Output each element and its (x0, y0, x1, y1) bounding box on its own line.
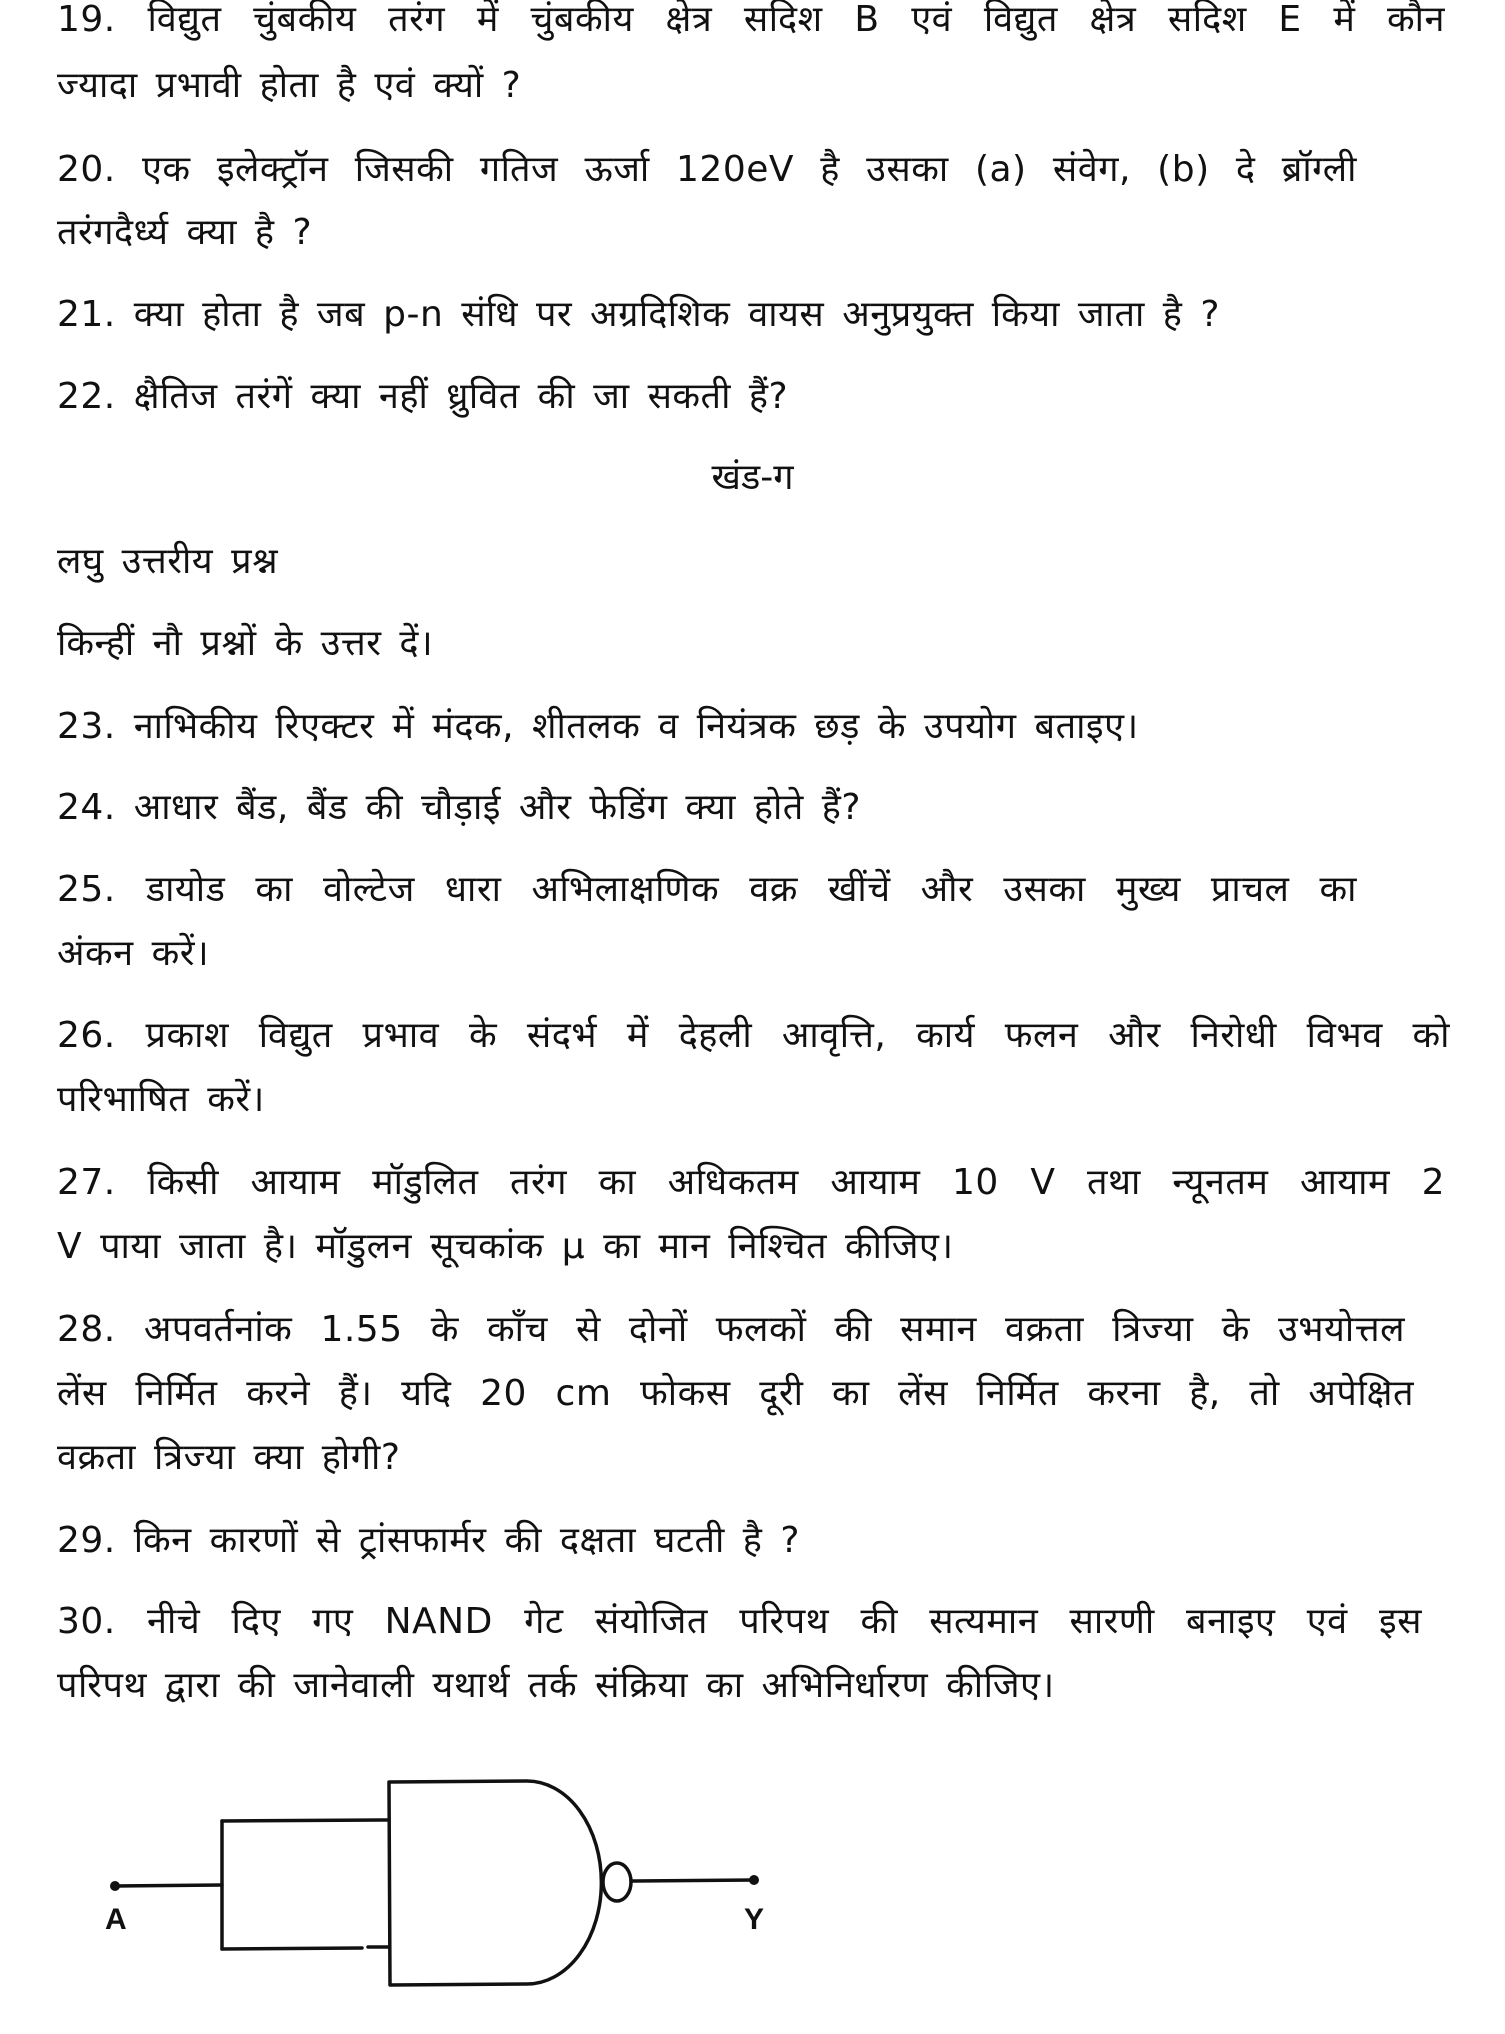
question-27-line-2: V पाया जाता है। मॉडुलन सूचकांक μ का मान निश्चित कीजिए। (57, 1226, 954, 1267)
input-label-a: A (105, 1903, 127, 1936)
input-upper-wire (222, 1820, 389, 1821)
question-20-line-1: 20. एक इलेक्ट्रॉन जिसकी गतिज ऊर्जा 120eV है उसका (a) संवेग, (b) दे ब्रॉग्ली (57, 149, 1357, 190)
question-22: 22. क्षैतिज तरंगें क्या नहीं ध्रुवित की जा सकती हैं? (57, 376, 789, 417)
question-30-line-2: परिपथ द्वारा की जानेवाली यथार्थ तर्क संक्रिया का अभिनिर्धारण कीजिए। (57, 1665, 1055, 1706)
question-19-line-2: ज्यादा प्रभावी होता है एवं क्यों ? (57, 65, 522, 106)
input-terminal-dot (110, 1881, 120, 1891)
inversion-bubble (603, 1863, 631, 1901)
question-28-line-1: 28. अपवर्तनांक 1.55 के काँच से दोनों फलकों की समान वक्रता त्रिज्या के उभयोत्तल (57, 1309, 1405, 1350)
question-26-line-2: परिभाषित करें। (57, 1079, 265, 1120)
question-28-line-3: वक्रता त्रिज्या क्या होगी? (57, 1437, 401, 1478)
section-instruction: किन्हीं नौ प्रश्नों के उत्तर दें। (57, 623, 434, 664)
question-30-line-1: 30. नीचे दिए गए NAND गेट संयोजित परिपथ की सत्यमान सारणी बनाइए एवं इस (57, 1601, 1422, 1642)
output-wire (631, 1880, 754, 1881)
question-19-line-1: 19. विद्युत चुंबकीय तरंग में चुंबकीय क्षेत्र सदिश B एवं विद्युत क्षेत्र सदिश E में कौन (57, 0, 1445, 40)
question-25-line-2: अंकन करें। (57, 933, 210, 974)
question-24: 24. आधार बैंड, बैंड की चौड़ाई और फेडिंग क्या होते हैं? (57, 787, 861, 828)
section-title: खंड-ग (711, 457, 794, 498)
question-29: 29. किन कारणों से ट्रांसफार्मर की दक्षता घटती है ? (57, 1520, 800, 1561)
output-label-y: Y (744, 1903, 765, 1936)
question-23: 23. नाभिकीय रिएक्टर में मंदक, शीतलक व नियंत्रक छड़ के उपयोग बताइए। (57, 706, 1139, 747)
question-26-line-1: 26. प्रकाश विद्युत प्रभाव के संदर्भ में देहली आवृत्ति, कार्य फलन और निरोधी विभव को (57, 1015, 1450, 1056)
section-subtitle: लघु उत्तरीय प्रश्न (57, 541, 279, 582)
question-21: 21. क्या होता है जब p-n संधि पर अग्रदिशिक वायस अनुप्रयुक्त किया जाता है ? (57, 294, 1220, 335)
question-20-line-2: तरंगदैर्ध्य क्या है ? (57, 212, 313, 253)
input-wire (115, 1885, 222, 1886)
output-terminal-dot (749, 1875, 759, 1885)
question-27-line-1: 27. किसी आयाम मॉडुलित तरंग का अधिकतम आयाम 10 V तथा न्यूनतम आयाम 2 (57, 1162, 1445, 1203)
input-lower-wire (222, 1948, 362, 1949)
question-28-line-2: लेंस निर्मित करने हैं। यदि 20 cm फोकस दूरी का लेंस निर्मित करना है, तो अपेक्षित (57, 1373, 1414, 1414)
question-25-line-1: 25. डायोड का वोल्टेज धारा अभिलाक्षणिक वक्र खींचें और उसका मुख्य प्राचल का (57, 869, 1357, 910)
nand-gate-body (389, 1781, 601, 1985)
